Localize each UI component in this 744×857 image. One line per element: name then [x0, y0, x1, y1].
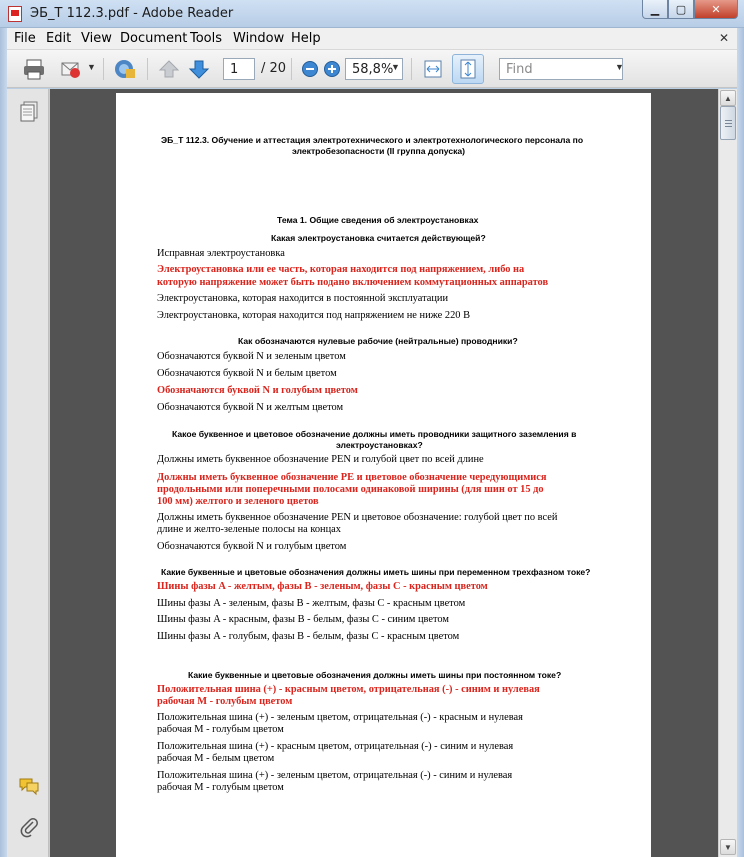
comments-icon: [18, 776, 40, 796]
page-total-label: / 20: [261, 61, 287, 76]
answer-option: Шины фазы A - красным, фазы B - белым, фазы C - синим цветом: [157, 614, 449, 625]
navigation-pane: [7, 89, 49, 857]
maximize-button[interactable]: ▢: [668, 0, 694, 19]
correct-answer: рабочая M - голубым цветом: [157, 696, 293, 707]
answer-option: Положительная шина (+) - зеленым цветом, отрицательная (-) - красным и нулевая: [157, 712, 523, 723]
question-text: Как обозначаются нулевые рабочие (нейтральные) проводники?: [238, 336, 518, 346]
answer-option: Положительная шина (+) - красным цветом, отрицательная (-) - синим и нулевая: [157, 741, 514, 752]
fit-width-button[interactable]: [419, 55, 447, 83]
answer-option: Исправная электроустановка: [157, 248, 285, 259]
pages-panel-button[interactable]: [18, 101, 40, 123]
menu-help[interactable]: Help: [291, 31, 321, 46]
answer-option: Обозначаются буквой N и белым цветом: [157, 368, 337, 379]
pdf-page: [116, 93, 651, 857]
comments-panel-button[interactable]: [18, 775, 40, 797]
print-button[interactable]: [20, 55, 48, 83]
answer-option: Обозначаются буквой N и зеленым цветом: [157, 351, 346, 362]
menu-view[interactable]: View: [81, 31, 112, 46]
fit-page-button[interactable]: [452, 54, 484, 84]
minimize-button[interactable]: ▁: [642, 0, 668, 19]
answer-option: рабочая M - голубым цветом: [157, 724, 284, 735]
correct-answer: Положительная шина (+) - красным цветом, отрицательная (-) - синим и нулевая: [157, 684, 540, 695]
print-icon: [22, 58, 46, 80]
title-bar: [0, 0, 744, 28]
zoom-in-icon: [323, 60, 341, 78]
vertical-scrollbar[interactable]: [718, 89, 737, 857]
window-frame-left: [0, 28, 7, 857]
document-header-line: ЭБ_Т 112.3. Обучение и аттестация электротехнического и электротехнологического персонала по: [161, 135, 584, 145]
zoom-level-select[interactable]: 58,8%: [345, 58, 403, 80]
zoom-in-button[interactable]: [318, 55, 346, 83]
document-area[interactable]: [50, 89, 718, 857]
email-icon: [59, 58, 83, 80]
scroll-up-button[interactable]: ▲: [720, 90, 736, 106]
zoom-out-icon: [301, 60, 319, 78]
find-dropdown-icon[interactable]: ▼: [615, 62, 624, 72]
answer-option: Шины фазы A - голубым, фазы B - белым, фазы C - красным цветом: [157, 631, 460, 642]
answer-option: длине и желто-зеленые полосы на концах: [157, 524, 341, 535]
topic-title: Тема 1. Общие сведения об электроустановках: [277, 215, 479, 225]
menu-bar: [7, 28, 737, 50]
answer-option: Должны иметь буквенное обозначение PEN и цветовое обозначение: голубой цвет по всей: [157, 512, 558, 523]
scroll-down-button[interactable]: ▼: [720, 839, 736, 855]
answer-option: рабочая M - голубым цветом: [157, 782, 284, 793]
pdf-file-icon: [8, 6, 22, 22]
menu-file[interactable]: File: [14, 31, 36, 46]
question-text: Какие буквенные и цветовые обозначения должны иметь шины при постоянном токе?: [188, 670, 562, 680]
menu-tools[interactable]: Tools: [190, 31, 223, 46]
zoom-dropdown-icon[interactable]: ▼: [391, 62, 400, 72]
prev-page-icon: [158, 58, 180, 80]
fit-page-icon: [457, 58, 479, 80]
email-button[interactable]: [57, 55, 85, 83]
toolbar-separator: [291, 58, 292, 80]
collaborate-icon: [112, 57, 138, 81]
correct-answer: Электроустановка или ее часть, которая находится под напряжением, либо на: [157, 264, 525, 275]
window-controls: [642, 0, 738, 20]
question-text: Какое буквенное и цветовое обозначение должны иметь проводники защитного заземления в: [172, 429, 577, 439]
page-number-input[interactable]: 1: [223, 58, 255, 80]
correct-answer: которую напряжение может быть подано включением коммутационных аппаратов: [157, 277, 549, 288]
toolbar-separator: [147, 58, 148, 80]
document-close-button[interactable]: ✕: [718, 31, 729, 45]
toolbar-separator: [411, 58, 412, 80]
close-button[interactable]: ✕: [694, 0, 738, 19]
answer-option: Обозначаются буквой N и желтым цветом: [157, 402, 344, 413]
correct-answer: Должны иметь буквенное обозначение PE и цветовое обозначение чередующимися: [157, 472, 547, 483]
next-page-button[interactable]: [185, 55, 213, 83]
answer-option: Положительная шина (+) - зеленым цветом, отрицательная (-) - синим и нулевая: [157, 770, 513, 781]
correct-answer: 100 мм) желтого и зеленого цветов: [157, 496, 319, 507]
menu-edit[interactable]: Edit: [46, 31, 72, 46]
fit-width-icon: [422, 58, 444, 80]
collaborate-button[interactable]: [111, 55, 139, 83]
find-input[interactable]: Find: [499, 58, 623, 80]
correct-answer: продольными или поперечными полосами одинаковой ширины (для шин от 15 до: [157, 484, 544, 495]
attachments-icon: [19, 816, 39, 838]
pages-icon: [19, 101, 39, 123]
answer-option: Должны иметь буквенное обозначение PEN и голубой цвет по всей длине: [157, 454, 484, 465]
document-header-line: электробезопасности (II группа допуска): [292, 146, 466, 156]
next-page-icon: [188, 58, 210, 80]
answer-option: Обозначаются буквой N и голубым цветом: [157, 541, 347, 552]
question-text: Какие буквенные и цветовые обозначения должны иметь шины при переменном трехфазном токе?: [161, 567, 591, 577]
toolbar-separator: [103, 58, 104, 80]
toolbar: [7, 50, 737, 88]
question-text: электроустановках?: [336, 440, 423, 450]
answer-option: Шины фазы A - зеленым, фазы B - желтым, фазы C - красным цветом: [157, 598, 466, 609]
scrollbar-thumb[interactable]: [720, 106, 736, 140]
email-dropdown-icon[interactable]: ▼: [87, 62, 96, 72]
correct-answer: Обозначаются буквой N и голубым цветом: [157, 385, 358, 396]
window-frame-right: [737, 28, 744, 857]
answer-option: Электроустановка, которая находится в постоянной эксплуатации: [157, 293, 449, 304]
prev-page-button[interactable]: [155, 55, 183, 83]
menu-window[interactable]: Window: [233, 31, 285, 46]
attachments-panel-button[interactable]: [18, 816, 40, 838]
answer-option: рабочая M - белым цветом: [157, 753, 275, 764]
question-text: Какая электроустановка считается действующей?: [271, 233, 486, 243]
answer-option: Электроустановка, которая находится под напряжением не ниже 220 В: [157, 310, 471, 321]
menu-document[interactable]: Document: [120, 31, 188, 46]
window-title: ЭБ_Т 112.3.pdf - Adobe Reader: [30, 6, 234, 21]
correct-answer: Шины фазы A - желтым, фазы B - зеленым, фазы C - красным цветом: [157, 581, 488, 592]
